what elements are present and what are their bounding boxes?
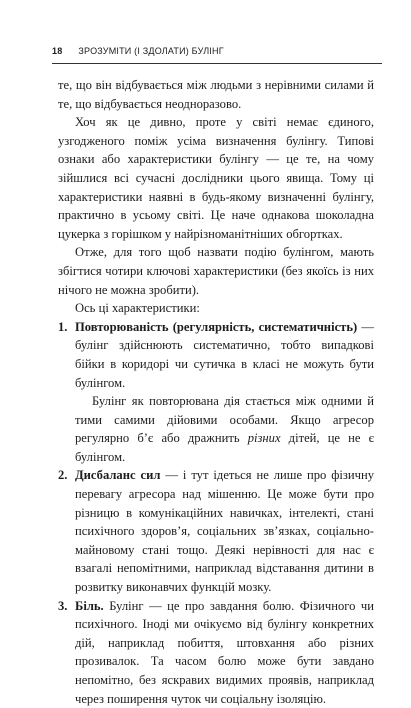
- list-term: Повторюваність (регулярність, систематичність): [75, 319, 358, 334]
- header-rule: [52, 63, 382, 64]
- running-header: [52, 46, 224, 56]
- list-number: 3.: [58, 598, 68, 613]
- list-number: 1.: [58, 319, 68, 334]
- list-term: Дисбаланс сил: [75, 468, 161, 483]
- emphasis-word: різних: [247, 431, 281, 446]
- paragraph-four-characteristics: Отже, для того щоб назвати подію булінгом, мають збігтися чотири ключові характеристики (без якоїсь із них нічого не можна зробити).: [58, 245, 374, 297]
- list-item-extra-paragraph: Булінг як повторювана дія стається між одними й тими самими дійовими особами. Якщо агресор регулярно б’є або дражнить різних дітей, це не є булінгом.: [75, 394, 374, 464]
- page-number: 18: [52, 46, 63, 56]
- list-item-imbalance: [58, 466, 374, 596]
- list-item-body: [75, 318, 374, 392]
- list-number: 2.: [58, 468, 68, 483]
- list-item-pain: [58, 597, 374, 708]
- paragraph-list-intro: Ось ці характеристики:: [75, 301, 200, 316]
- list-term: Біль.: [75, 598, 104, 613]
- paragraph-continuation: те, що він відбувається між людьми з нерівними силами й те, що відбувається неодноразово.: [58, 78, 374, 111]
- list-text: Булінг — це про завдання болю. Фізичного чи психічного. Іноді ми очікуємо від булінгу конкретних дій, наприклад побиття, штовхання або різних прозивалок. Та часом болю може бути завдано непомітно, без яскравих видимих проявів, наприклад через поширення чуток чи соціальну ізоляцію.: [75, 598, 374, 706]
- list-item-body: [75, 597, 374, 708]
- list-text: — булінг здійснюють систематично, тобто випадкові бійки в коридорі чи сутичка в класі не можуть бути булінгом.: [75, 319, 374, 390]
- paragraph-definition: Хоч як це дивно, проте у світі немає єдиного, узгодженого поміж усіма визначення булінгу. Типові ознаки або характеристики булінгу — це те, на чому зійшлися всі сучасні дослідники цього явища. Тому ці характеристики наявні в будь-якому визначенні булінгу, практично в усьому світі. Це наче однакова шоколадна цукерка з горішком у найрізноманітніших обгортках.: [58, 115, 374, 241]
- list-item-repetition: [58, 318, 374, 392]
- running-title: ЗРОЗУМІТИ (І ЗДОЛАТИ) БУЛІНГ: [78, 46, 224, 56]
- body-text: [58, 76, 374, 708]
- list-text: — і тут ідеться не лише про фізичну перевагу агресора над мішенню. Це може бути про різницю в комунікаційних навичках, інтелекті, стані психічного здоров’я, соціальних зв’язках, соціально-майновому стані тощо. Деякі нерівності для нас є взагалі непомітними, наприклад відставання дитини в розвитку виконавчих функцій мозку.: [75, 468, 375, 595]
- list-item-body: [75, 466, 374, 596]
